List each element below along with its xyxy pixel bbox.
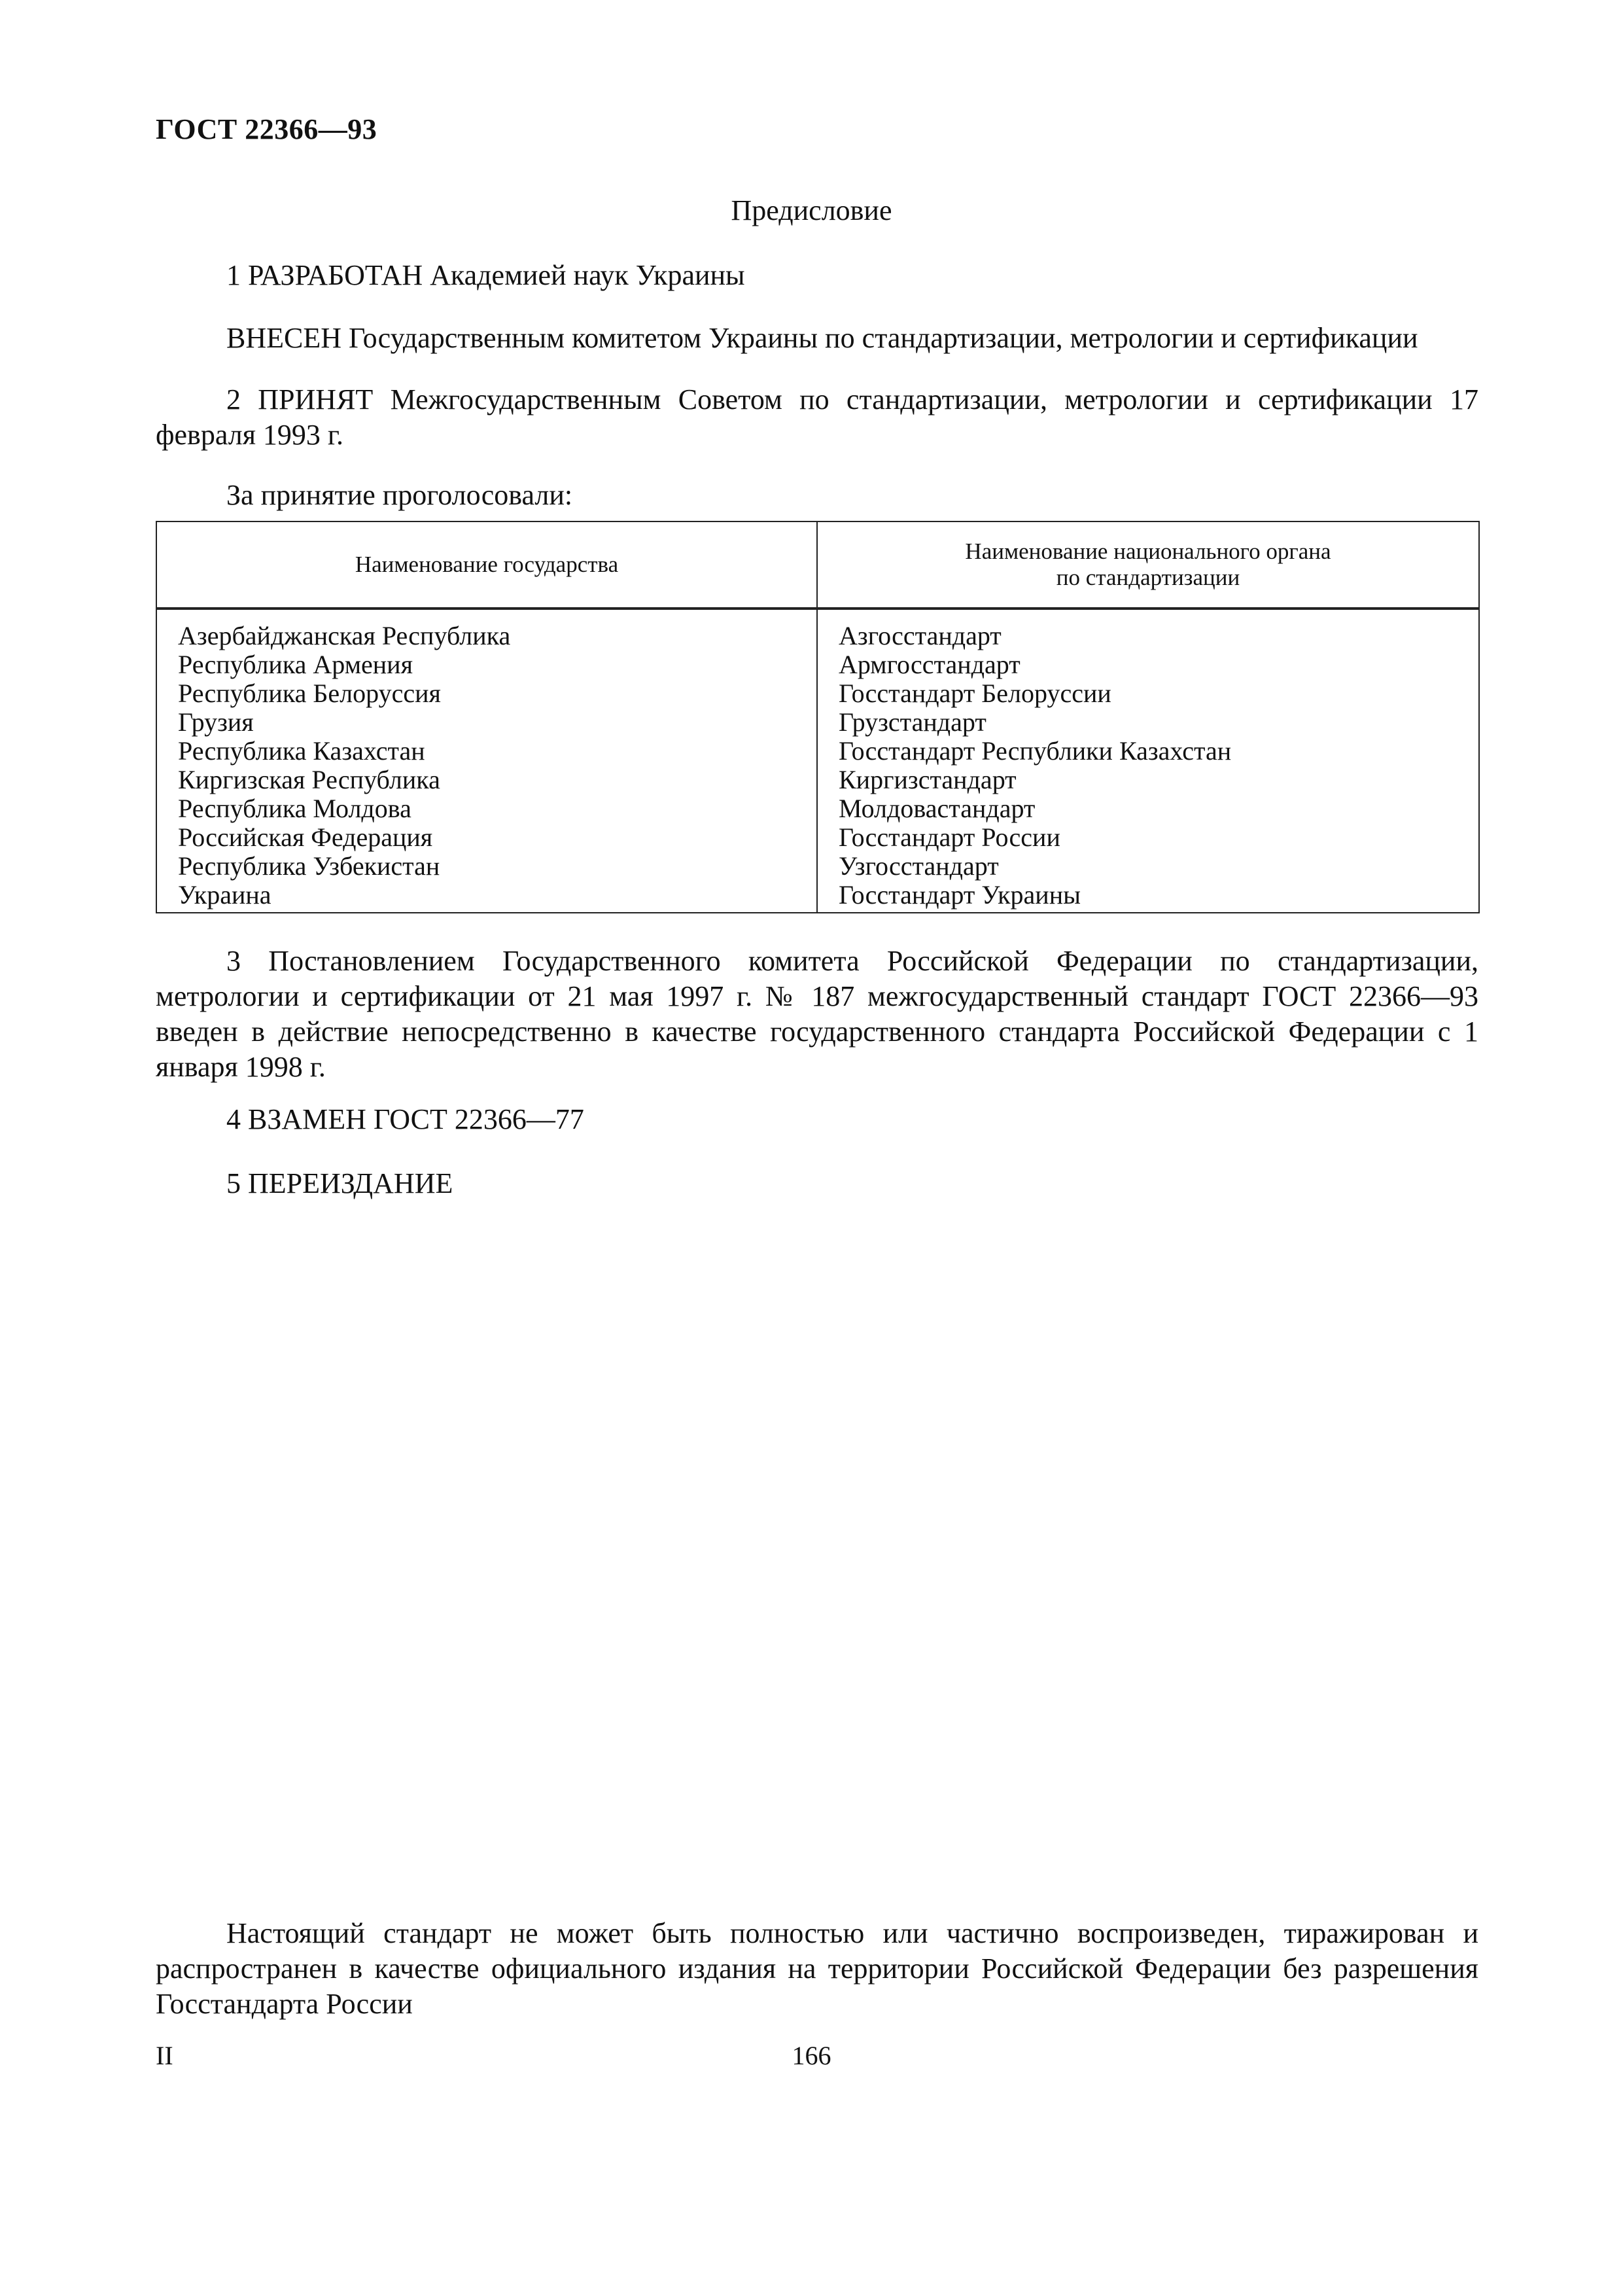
table-cell-body: Госстандарт Белоруссии xyxy=(839,679,1111,708)
table-cell-state: Грузия xyxy=(178,707,254,737)
item-introduced: ВНЕСЕН Государственным комитетом Украины по стандартизации, метрологии и сертификации xyxy=(226,322,1418,354)
table-cell-state: Республика Узбекистан xyxy=(178,851,440,881)
table-cell-state: Киргизская Республика xyxy=(178,765,440,794)
table-cell-body: Армгосстандарт xyxy=(839,650,1021,679)
document-code: ГОСТ 22366—93 xyxy=(156,113,377,145)
table-cell-body: Госстандарт России xyxy=(839,822,1060,852)
item-replaces: 4 ВЗАМЕН ГОСТ 22366—77 xyxy=(226,1103,584,1135)
header-state: Наименование государства xyxy=(156,521,817,609)
national-body-column xyxy=(817,609,1479,913)
table-cell-body: Госстандарт Украины xyxy=(839,880,1081,910)
voted-intro: За принятие проголосовали: xyxy=(226,479,573,511)
table-cell-state: Республика Казахстан xyxy=(178,736,425,766)
roman-page-number: II xyxy=(156,2041,173,2070)
page-number: 166 xyxy=(792,2041,831,2070)
table-cell-body: Узгосстандарт xyxy=(839,851,999,881)
copyright-notice: Настоящий стандарт не может быть полностью или частично воспроизведен, тиражирован и распространен в качестве официального издания на территории Российской Федерации без разрешения Госстандарта России xyxy=(156,1917,1478,2020)
item-reissue: 5 ПЕРЕИЗДАНИЕ xyxy=(226,1167,453,1199)
table-cell-body: Киргизстандарт xyxy=(839,765,1017,794)
table-cell-state: Республика Армения xyxy=(178,650,413,679)
table-cell-state: Украина xyxy=(178,880,271,910)
table-cell-state: Республика Белоруссия xyxy=(178,679,441,708)
foreword-title: Предисловие xyxy=(731,194,892,226)
item-developed: 1 РАЗРАБОТАН Академией наук Украины xyxy=(226,259,745,291)
item-adopted: 2 ПРИНЯТ Межгосударственным Советом по стандартизации, метрологии и сертификации 17 февраля 1993 г. xyxy=(156,383,1478,451)
voting-table-body-row xyxy=(156,609,1479,913)
state-column xyxy=(156,609,817,913)
voting-table xyxy=(156,521,1480,913)
table-cell-body: Молдовастандарт xyxy=(839,794,1036,823)
item-enacted: 3 Постановлением Государственного комитета Российской Федерации по стандартизации, метрологии и сертификации от 21 мая 1997 г. № 187 межгосударственный стандарт ГОСТ 22366—93 введен в действие непосредственно в качестве государственного стандарта Российской Федерации с 1 января 1998 г. xyxy=(156,945,1478,1083)
table-cell-body: Госстандарт Республики Казахстан xyxy=(839,736,1232,766)
table-cell-state: Азербайджанская Республика xyxy=(178,621,511,650)
table-cell-state: Российская Федерация xyxy=(178,822,433,852)
voting-table-header-row xyxy=(156,521,1479,609)
header-national-body: Наименование национального органа по стандартизации xyxy=(817,521,1479,609)
table-cell-body: Грузстандарт xyxy=(839,707,986,737)
table-cell-state: Республика Молдова xyxy=(178,794,411,823)
table-cell-body: Азгосстандарт xyxy=(839,621,1002,650)
